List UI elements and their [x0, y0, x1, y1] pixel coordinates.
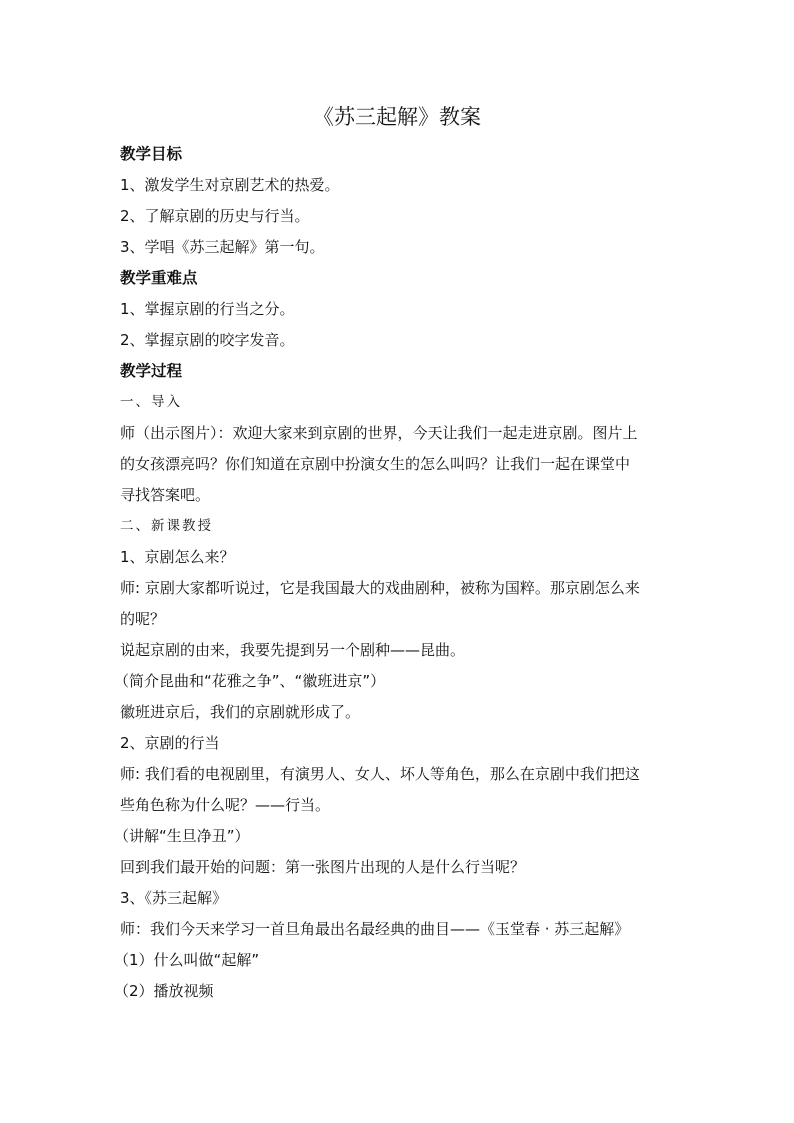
section2-line: 些角色称为什么呢？——行当。 — [120, 796, 331, 814]
key-points-section — [120, 263, 680, 356]
intro-heading: 一、导入 — [120, 394, 182, 410]
objective-item: 2、了解京剧的历史与行当。 — [120, 207, 310, 225]
new-lesson-heading: 二、新课教授 — [120, 518, 213, 534]
objective-item: 1、激发学生对京剧艺术的热爱。 — [120, 176, 340, 194]
section2-line: （讲解“生旦净丑”） — [114, 827, 250, 845]
section1-line: （简介昆曲和“花雅之争”、“徽班进京”） — [114, 672, 386, 690]
section2-line: 回到我们最开始的问题：第一张图片出现的人是什么行当呢？ — [120, 858, 526, 876]
section1-heading: 1、京剧怎么来？ — [120, 548, 235, 566]
objectives-section — [120, 139, 680, 263]
intro-line: 师（出示图片）：欢迎大家来到京剧的世界，今天让我们一起走进京剧。图片上 — [120, 424, 638, 442]
section1-line: 的呢？ — [120, 610, 166, 628]
intro-line: 寻找答案吧。 — [120, 486, 211, 504]
section1-line: 徽班进京后，我们的京剧就形成了。 — [120, 703, 361, 721]
intro-line: 的女孩漂亮吗？你们知道在京剧中扮演女生的怎么叫吗？让我们一起在课堂中 — [120, 455, 631, 473]
key-points-heading: 教学重难点 — [120, 269, 198, 287]
section3-line: （2）播放视频 — [114, 982, 214, 1000]
process-section — [114, 356, 680, 1007]
key-point-item: 1、掌握京剧的行当之分。 — [120, 300, 295, 318]
section3-line: 师：我们今天来学习一首旦角最出名最经典的曲目——《玉堂春 · 苏三起解》 — [120, 920, 630, 938]
document-body — [114, 139, 680, 1007]
section1-line: 说起京剧的由来，我要先提到另一个剧种——昆曲。 — [120, 641, 466, 659]
section2-heading: 2、京剧的行当 — [120, 734, 220, 752]
section2-line: 师: 我们看的电视剧里，有演男人、女人、坏人等角色，那么在京剧中我们把这 — [120, 765, 640, 783]
objective-item: 3、学唱《苏三起解》第一句。 — [120, 238, 325, 256]
key-point-item: 2、掌握京剧的咬字发音。 — [120, 331, 295, 349]
section1-line: 师: 京剧大家都听说过，它是我国最大的戏曲剧种，被称为国粹。那京剧怎么来 — [120, 579, 640, 597]
document-title: 《苏三起解》教案 — [313, 105, 481, 129]
section3-line: （1）什么叫做“起解” — [114, 951, 260, 969]
section3-heading: 3、《苏三起解》 — [120, 889, 228, 907]
objectives-heading: 教学目标 — [120, 145, 183, 163]
process-heading: 教学过程 — [120, 362, 183, 380]
